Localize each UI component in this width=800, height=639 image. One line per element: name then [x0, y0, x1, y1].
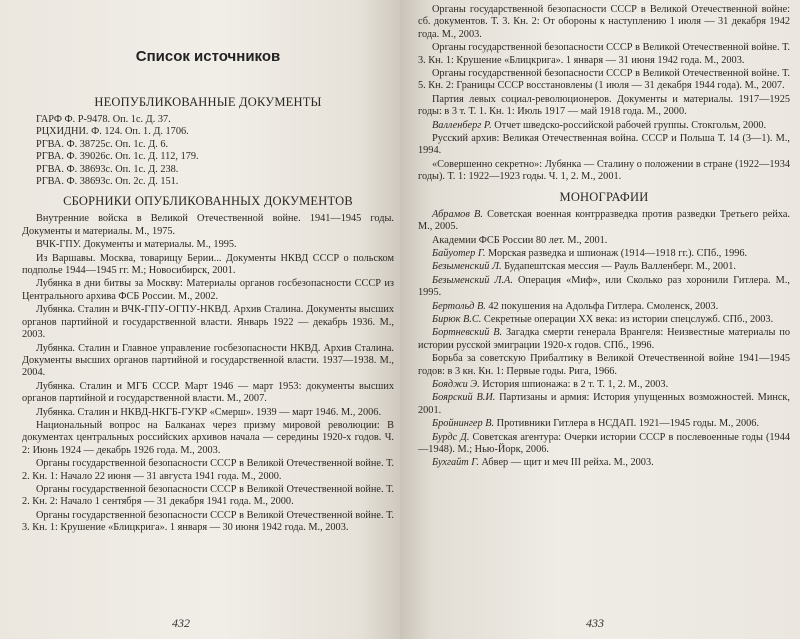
entry-author: Байуотер Г. — [432, 247, 486, 259]
archive-item: РЦХИДНИ. Ф. 124. Оп. 1. Д. 1706. — [36, 126, 189, 138]
bibliography-entry — [418, 314, 790, 326]
bibliography-entry — [22, 381, 394, 406]
page-title: Список источников — [135, 48, 281, 65]
entry-author: Бройнингер В. — [432, 418, 495, 430]
bibliography-entry — [418, 159, 790, 184]
bibliography-entry — [418, 327, 790, 352]
bibliography-entry — [418, 301, 790, 313]
entry-text: Лубянка. Сталин и Главное управление госбезопасности НКВД. Архив Сталина. Документы высших органов партийной и государственной власти. 1937—1938. М., 2004. — [22, 342, 394, 379]
bibliography-entry — [418, 379, 790, 391]
entry-author: Бирюк В.С. — [432, 313, 482, 325]
entry-text: Партизаны и армия: История упущенных возможностей. Минск, 2001. — [418, 392, 790, 416]
entry-text: ВЧК-ГПУ. Документы и материалы. М., 1995. — [36, 239, 237, 251]
bibliography-entry — [418, 4, 790, 41]
entry-author: Абрамов В. — [432, 208, 483, 220]
bibliography-entry — [22, 343, 394, 380]
entry-author: Боярский В.И. — [432, 392, 496, 404]
entry-author: Бояджи Э. — [432, 378, 480, 390]
entry-text: Партия левых социал-революционеров. Документы и материалы. 1917—1925 годы: в 3 т. Т. 1. Кн. 1: Июль 1917 — май 1918 года. М., 2000. — [418, 93, 790, 118]
bibliography-entry — [418, 392, 790, 417]
entry-text: Лубянка. Сталин и НКВД-НКГБ-ГУКР «Смерш». 1939 — март 1946. М., 2006. — [36, 406, 382, 418]
entry-text: Загадка смерти генерала Врангеля: Неизвестные материалы по истории русской эмиграции 1920-х годов. СПб., 1996. — [418, 327, 790, 351]
entry-author: Бухгайт Г. — [432, 457, 479, 469]
page-number-left: 432 — [172, 616, 190, 630]
bibliography-entry — [418, 432, 790, 457]
entry-text: Борьба за советскую Прибалтику в Великой Отечественной войне 1941—1945 годов: в 3 кн. Кн. 1: Первые годы. Рига, 1966. — [418, 353, 790, 377]
bibliography-entry — [418, 457, 790, 469]
archive-item: РГВА. Ф. 38693с. Оп. 2с. Д. 151. — [36, 176, 179, 188]
bibliography-entry — [418, 418, 790, 430]
entry-text: Органы государственной безопасности СССР в Великой Отечественной войне. Т. 3. Кн. 1: Крушение «Блицкрига». 1 января — 31 июня 1942 года. М., 2003. — [418, 42, 790, 66]
archive-item: РГВА. Ф. 38693с. Оп. 1с. Д. 238. — [36, 163, 179, 175]
bibliography-entry — [22, 407, 394, 419]
bibliography-entry — [418, 68, 790, 93]
entry-text: Лубянка. Сталин и МГБ СССР. Март 1946 — март 1953: документы высших органов партийной и государственной власти. М., 2007. — [22, 380, 394, 405]
entry-text: Секретные операции XX века: из истории спецслужб. СПб., 2003. — [481, 313, 774, 325]
entry-text: История шпионажа: в 2 т. Т. 1, 2. М., 2003. — [479, 378, 669, 390]
entry-text: Органы государственной безопасности СССР в Великой Отечественной войне. Т. 3. Кн. 1: Крушение «Блицкрига». 1 января — 30 июня 1942 года. М., 2003. — [22, 509, 394, 534]
entry-author: Бортневский В. — [432, 327, 503, 339]
entry-text: Лубянка в дни битвы за Москву: Материалы органов госбезопасности СССР из Центрального архива ФСБ России. М., 2002. — [22, 278, 394, 302]
bibliography-entry — [418, 235, 790, 247]
bibliography-entry — [22, 458, 394, 483]
bibliography-entry — [418, 353, 790, 378]
archive-item: РГВА. Ф. 38725с. Оп. 1с. Д. 6. — [36, 138, 169, 150]
entry-text: Органы государственной безопасности СССР в Великой Отечественной войне: сб. документов. Т. 3. Кн. 2: От обороны к наступлению 1 июля — 31 декабря 1942 года. М., 2003. — [418, 4, 790, 40]
entry-text: Абвер — щит и меч III рейха. М., 2003. — [478, 457, 654, 469]
bibliography-entry — [22, 484, 394, 509]
entry-text: Органы государственной безопасности СССР в Великой Отечественной войне. Т. 2. Кн. 1: Начало 22 июня — 31 августа 1941 года. М., 2000. — [22, 458, 394, 482]
page-number-right: 433 — [586, 616, 604, 630]
bibliography-entry — [418, 120, 790, 132]
bibliography-entry — [22, 253, 394, 278]
entry-author: Безыменский Л.А. — [432, 274, 513, 286]
entry-text: Из Варшавы. Москва, товарищу Берии... Документы НКВД СССР о польском подполье 1944—1945 гг. М.; Новосибирск, 2001. — [22, 252, 394, 277]
collections-list-continued — [418, 4, 790, 184]
entry-text: Органы государственной безопасности СССР в Великой Отечественной войне. Т. 2. Кн. 2: Начало 1 сентября — 31 декабря 1941 года. М., 2000. — [22, 483, 394, 508]
section-heading-unpublished: НЕОПУБЛИКОВАННЫЕ ДОКУМЕНТЫ — [94, 95, 322, 109]
entry-text: Советская военная контрразведка против разведки Третьего рейха. М., 2005. — [418, 208, 790, 233]
entry-author: Валленберг Р. — [432, 119, 492, 131]
entry-text: 42 покушения на Адольфа Гитлера. Смоленск, 2003. — [485, 300, 719, 312]
entry-text: Внутренние войска в Великой Отечественной войне. 1941—1945 годы. Документы и материалы. М., 1975. — [22, 213, 394, 237]
bibliography-entry — [22, 278, 394, 303]
section-heading-monographs: МОНОГРАФИИ — [559, 189, 649, 204]
bibliography-entry — [418, 261, 790, 273]
entry-text: Русский архив: Великая Отечественная война. СССР и Польша Т. 14 (3—1). М., 1994. — [418, 133, 790, 157]
bibliography-entry — [22, 304, 394, 341]
bibliography-entry — [22, 239, 394, 251]
entry-author: Бертольд В. — [432, 300, 486, 312]
archive-item: ГАРФ Ф. Р-9478. Оп. 1с. Д. 37. — [36, 114, 171, 125]
entry-text: Будапештская мессия — Рауль Валленберг. М., 2001. — [501, 261, 736, 273]
bibliography-entry — [22, 510, 394, 535]
entry-text: Лубянка. Сталин и ВЧК-ГПУ-ОГПУ-НКВД. Архив Сталина. Документы высших органов партийной и государственной власти. Январь 1922 — декабрь 1936. М., 2003. — [22, 304, 394, 341]
entry-author: Бурдс Д. — [432, 431, 470, 443]
archive-item: РГВА. Ф. 39026с. Оп. 1с. Д. 112, 179. — [36, 151, 199, 163]
entry-text: Операция «Миф», или Сколько раз хоронили Гитлера. М., 1995. — [418, 274, 790, 299]
monographs-list — [418, 209, 790, 470]
archive-list — [22, 114, 394, 188]
collections-list — [22, 213, 394, 534]
entry-text: «Совершенно секретно»: Лубянка — Сталину о положении в стране (1922—1934 годы). Т. 1: 1922—1923 годы. Ч. 1, 2. М., 2001. — [418, 158, 790, 183]
bibliography-entry — [418, 248, 790, 260]
bibliography-entry — [22, 420, 394, 457]
right-page — [400, 0, 800, 639]
bibliography-entry — [22, 213, 394, 238]
entry-text: Отчет шведско-российской рабочей группы. Стокгольм, 2000. — [491, 119, 767, 131]
entry-text: Морская разведка и шпионаж (1914—1918 гг.). СПб., 1996. — [485, 247, 748, 259]
entry-text: Национальный вопрос на Балканах через призму мировой революции: В документах центральных российских архивов начала — середины 1920-х годов. Ч. 2: Июнь 1924 — декабрь 1926 года. М., 2003. — [22, 419, 394, 456]
bibliography-entry — [418, 94, 790, 119]
entry-text: Противники Гитлера в НСДАП. 1921—1945 годы. М., 2006. — [494, 418, 760, 430]
bibliography-entry — [418, 42, 790, 67]
entry-author: Безыменский Л. — [432, 261, 502, 273]
entry-text: Академии ФСБ России 80 лет. М., 2001. — [432, 234, 608, 246]
bibliography-entry — [418, 275, 790, 300]
bibliography-entry — [418, 133, 790, 158]
bibliography-entry — [418, 209, 790, 234]
entry-text: Советская агентура: Очерки истории СССР в послевоенные годы (1944—1948). М.; Нью-Йорк, 2006. — [418, 431, 791, 455]
entry-text: Органы государственной безопасности СССР в Великой Отечественной войне. Т. 5. Кн. 2: Границы СССР восстановлены (1 июля — 31 декабря 1944 года). М., 2007. — [418, 68, 790, 92]
section-heading-collections: СБОРНИКИ ОПУБЛИКОВАННЫХ ДОКУМЕНТОВ — [63, 194, 353, 209]
